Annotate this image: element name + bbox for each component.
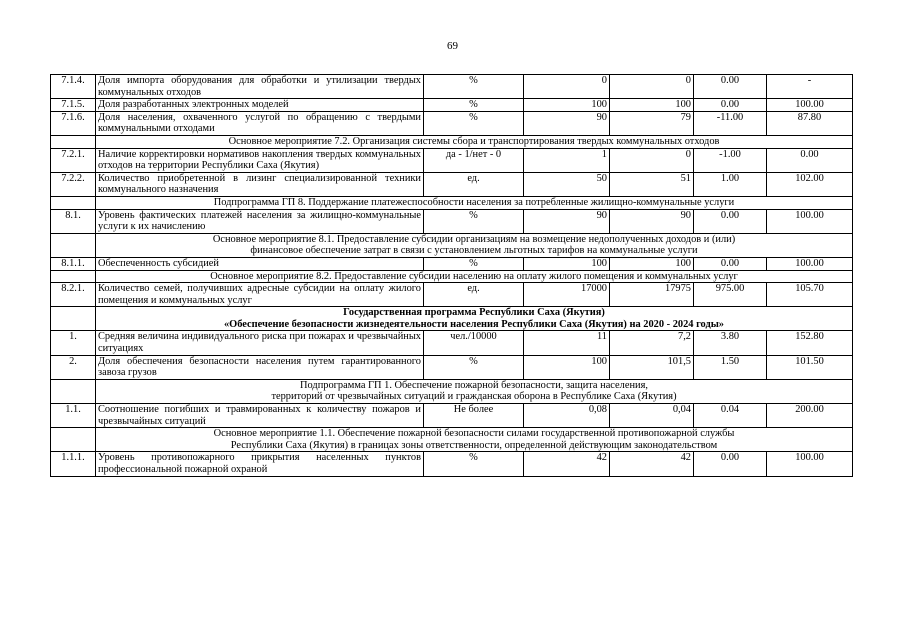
deviation-cell: -11.00 <box>694 111 767 135</box>
fact-value-cell: 0,04 <box>610 404 694 428</box>
table-row <box>51 209 853 233</box>
plan-value-cell: 1 <box>524 148 610 172</box>
deviation-cell: 0.00 <box>694 99 767 112</box>
unit-cell: % <box>424 257 524 270</box>
section-heading <box>96 379 853 403</box>
deviation-cell: -1.00 <box>694 148 767 172</box>
percent-cell: 152.80 <box>767 331 853 355</box>
deviation-cell: 0.00 <box>694 209 767 233</box>
percent-cell: 0.00 <box>767 148 853 172</box>
indicator-name-cell: Доля разработанных электронных моделей <box>96 99 424 112</box>
fact-value-cell: 0 <box>610 148 694 172</box>
row-number-cell: 7.1.5. <box>51 99 96 112</box>
indicator-name-cell: Средняя величина индивидуального риска при пожарах и чрезвычайных ситуациях <box>96 331 424 355</box>
deviation-cell: 0.04 <box>694 404 767 428</box>
indicator-name-cell: Доля обеспечения безопасности населения путем гарантированного завоза грузов <box>96 355 424 379</box>
table-row <box>51 355 853 379</box>
deviation-cell: 0.00 <box>694 75 767 99</box>
fact-value-cell: 90 <box>610 209 694 233</box>
plan-value-cell: 90 <box>524 209 610 233</box>
percent-cell: 102.00 <box>767 172 853 196</box>
table-row <box>51 148 853 172</box>
section-heading-line: Основное мероприятие 8.1. Предоставление субсидии организациям на возмещение недополученных доходов и (или) <box>212 233 736 245</box>
indicator-name-cell: Уровень противопожарного прикрытия населенных пунктов профессиональной пожарной охраной <box>96 452 424 476</box>
table-row <box>51 111 853 135</box>
plan-value-cell: 17000 <box>524 283 610 307</box>
percent-cell: - <box>767 75 853 99</box>
heading-spacer-cell <box>51 428 96 452</box>
row-number-cell: 2. <box>51 355 96 379</box>
fact-value-cell: 0 <box>610 75 694 99</box>
section-heading-line: Республики Саха (Якутия) в границах зоны ответственности, определенной действующим законодательством <box>230 439 718 451</box>
plan-value-cell: 50 <box>524 172 610 196</box>
page-number: 69 <box>447 40 458 52</box>
table-row <box>51 404 853 428</box>
section-heading-line: Основное мероприятие 7.2. Организация системы сбора и транспортирования твердых коммунальных отходов <box>228 135 720 147</box>
section-heading-row <box>51 428 853 452</box>
section-heading <box>96 307 853 331</box>
plan-value-cell: 100 <box>524 355 610 379</box>
section-heading <box>96 196 853 209</box>
section-heading-row <box>51 196 853 209</box>
table-row <box>51 257 853 270</box>
indicator-name-cell: Количество приобретенной в лизинг специализированной техники коммунального назначения <box>96 172 424 196</box>
deviation-cell: 1.00 <box>694 172 767 196</box>
indicator-name-cell: Уровень фактических платежей населения за жилищно-коммунальные услуги к их начислению <box>96 209 424 233</box>
fact-value-cell: 79 <box>610 111 694 135</box>
deviation-cell: 3.80 <box>694 331 767 355</box>
plan-value-cell: 100 <box>524 99 610 112</box>
percent-cell: 100.00 <box>767 452 853 476</box>
deviation-cell: 975.00 <box>694 283 767 307</box>
row-number-cell: 7.1.4. <box>51 75 96 99</box>
unit-cell: да - 1/нет - 0 <box>424 148 524 172</box>
percent-cell: 87.80 <box>767 111 853 135</box>
row-number-cell: 7.1.6. <box>51 111 96 135</box>
section-heading <box>96 233 853 257</box>
plan-value-cell: 0,08 <box>524 404 610 428</box>
section-heading-row <box>51 307 853 331</box>
row-number-cell: 8.2.1. <box>51 283 96 307</box>
table-row <box>51 331 853 355</box>
row-number-cell: 1. <box>51 331 96 355</box>
section-heading-line: Основное мероприятие 1.1. Обеспечение пожарной безопасности силами государственной противопожарной службы <box>213 428 735 440</box>
percent-cell: 105.70 <box>767 283 853 307</box>
fact-value-cell: 101,5 <box>610 355 694 379</box>
percent-cell: 101.50 <box>767 355 853 379</box>
deviation-cell: 0.00 <box>694 452 767 476</box>
indicator-name-cell: Количество семей, получивших адресные субсидии на оплату жилого помещения и коммунальных услуг <box>96 283 424 307</box>
deviation-cell: 1.50 <box>694 355 767 379</box>
fact-value-cell: 100 <box>610 257 694 270</box>
percent-cell: 100.00 <box>767 99 853 112</box>
plan-value-cell: 42 <box>524 452 610 476</box>
section-heading-row <box>51 270 853 283</box>
heading-spacer-cell <box>51 135 96 148</box>
row-number-cell: 7.2.1. <box>51 148 96 172</box>
plan-value-cell: 90 <box>524 111 610 135</box>
indicator-name-cell: Наличие корректировки нормативов накопления твердых коммунальных отходов на территории Республики Саха (Якутия) <box>96 148 424 172</box>
section-heading-line: финансовое обеспечение затрат в связи с установлением льготных тарифов на коммунальные услуги <box>250 245 698 257</box>
row-number-cell: 1.1. <box>51 404 96 428</box>
deviation-cell: 0.00 <box>694 257 767 270</box>
table-row <box>51 172 853 196</box>
unit-cell: % <box>424 209 524 233</box>
unit-cell: ед. <box>424 172 524 196</box>
indicator-name-cell: Доля населения, охваченного услугой по обращению с твердыми коммунальными отходами <box>96 111 424 135</box>
indicator-name-cell: Обеспеченность субсидией <box>96 257 424 270</box>
table-row <box>51 452 853 476</box>
plan-value-cell: 0 <box>524 75 610 99</box>
section-heading-row <box>51 135 853 148</box>
table-row <box>51 75 853 99</box>
percent-cell: 100.00 <box>767 209 853 233</box>
unit-cell: ед. <box>424 283 524 307</box>
percent-cell: 100.00 <box>767 257 853 270</box>
row-number-cell: 8.1. <box>51 209 96 233</box>
heading-spacer-cell <box>51 379 96 403</box>
row-number-cell: 8.1.1. <box>51 257 96 270</box>
section-heading-line: Государственная программа Республики Саха (Якутия) <box>343 307 605 319</box>
fact-value-cell: 42 <box>610 452 694 476</box>
unit-cell: Не более <box>424 404 524 428</box>
section-heading <box>96 135 853 148</box>
section-heading-line: территорий от чрезвычайных ситуаций и гражданская оборона в Республике Саха (Якутия) <box>271 391 677 403</box>
unit-cell: % <box>424 75 524 99</box>
fact-value-cell: 100 <box>610 99 694 112</box>
percent-cell: 200.00 <box>767 404 853 428</box>
section-heading-line: Подпрограмма ГП 8. Поддержание платежеспособности населения за потребленные жилищно-коммунальные услуги <box>213 196 735 208</box>
unit-cell: % <box>424 111 524 135</box>
fact-value-cell: 7,2 <box>610 331 694 355</box>
heading-spacer-cell <box>51 270 96 283</box>
section-heading <box>96 270 853 283</box>
section-heading <box>96 428 853 452</box>
row-number-cell: 1.1.1. <box>51 452 96 476</box>
heading-spacer-cell <box>51 233 96 257</box>
table-row <box>51 283 853 307</box>
plan-value-cell: 100 <box>524 257 610 270</box>
table-row <box>51 99 853 112</box>
section-heading-line: Основное мероприятие 8.2. Предоставление субсидии населению на оплату жилого помещения и коммунальных услуг <box>210 270 738 282</box>
unit-cell: чел./10000 <box>424 331 524 355</box>
indicator-name-cell: Доля импорта оборудования для обработки и утилизации твердых коммунальных отходов <box>96 75 424 99</box>
row-number-cell: 7.2.2. <box>51 172 96 196</box>
unit-cell: % <box>424 99 524 112</box>
fact-value-cell: 17975 <box>610 283 694 307</box>
section-heading-row <box>51 379 853 403</box>
indicator-name-cell: Соотношение погибших и травмированных к количеству пожаров и чрезвычайных ситуаций <box>96 404 424 428</box>
plan-value-cell: 11 <box>524 331 610 355</box>
fact-value-cell: 51 <box>610 172 694 196</box>
heading-spacer-cell <box>51 307 96 331</box>
section-heading-row <box>51 233 853 257</box>
section-heading-line: Подпрограмма ГП 1. Обеспечение пожарной безопасности, защита населения, <box>300 379 648 391</box>
section-heading-line: «Обеспечение безопасности жизнедеятельности населения Республики Саха (Якутия) на 2020 - 2024 годы» <box>223 318 725 330</box>
heading-spacer-cell <box>51 196 96 209</box>
unit-cell: % <box>424 452 524 476</box>
unit-cell: % <box>424 355 524 379</box>
indicators-table <box>50 74 853 477</box>
